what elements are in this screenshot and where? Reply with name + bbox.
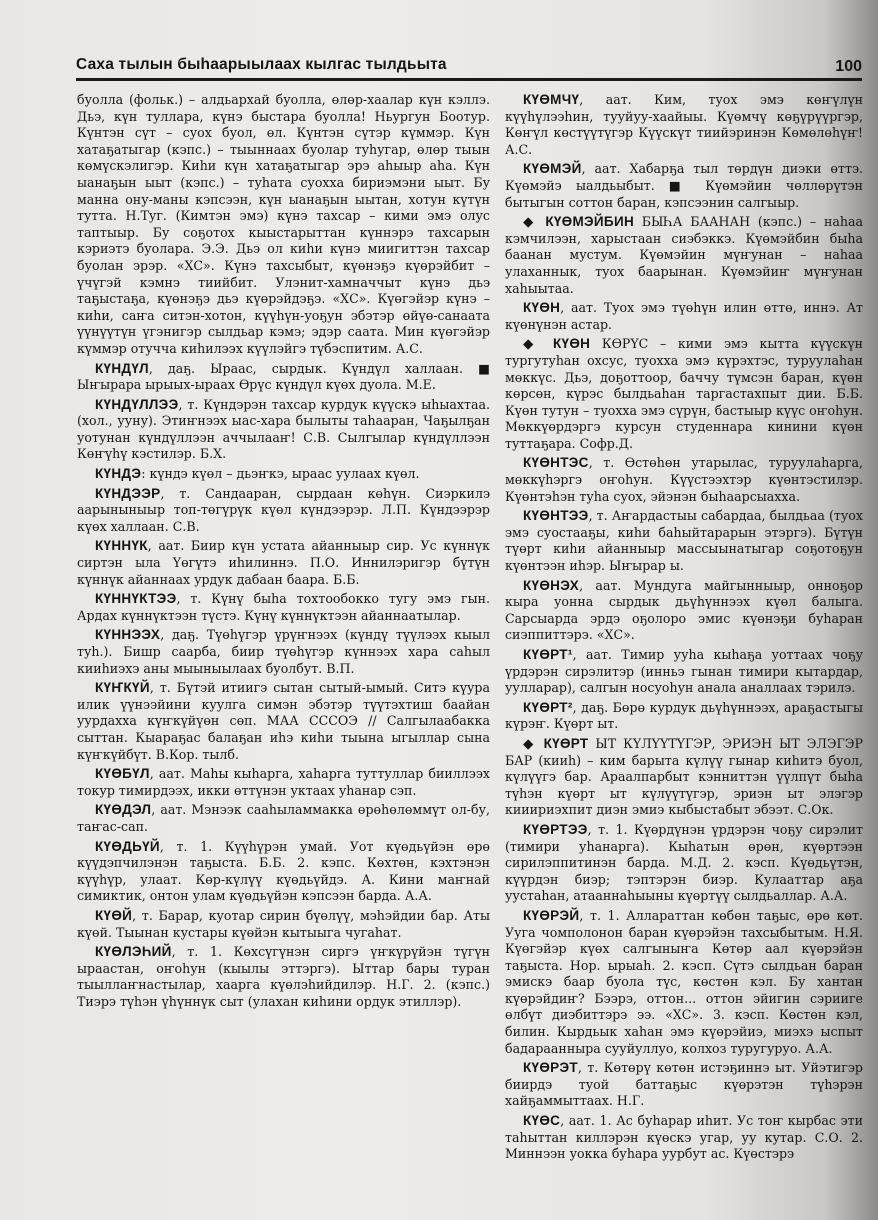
- dictionary-entry: КҮННЭЭХ, даҕ. Түөһүгэр үрүҥнээх (күндү түүлээх кыыл туһ.). Бишр саарба, биир түөһүгэр күннээх хара саһыл кииһиэхэ аны мыыныылаах буолбут. В.П.: [77, 627, 490, 676]
- dictionary-entry: КҮНДЭ: күндэ күөл – дьэҥкэ, ыраас уулаах күөл.: [95, 466, 420, 482]
- page-title: Саха тылын быһаарыылаах кылгас тылдьыта: [76, 56, 447, 73]
- entry-headword: КҮӨМЧҮ: [523, 92, 580, 107]
- right-column: [505, 92, 863, 1202]
- entry-headword: КҮӨРТЭЭ: [523, 821, 588, 837]
- entry-headword: ◆ КҮӨН: [523, 336, 591, 352]
- dictionary-entry: КҮӨРТ², даҕ. Бөрө курдук дьүһүннээх, араҕастыгы күрэҥ. Күөрт ыт.: [505, 699, 863, 732]
- dictionary-entry: КҮӨЛЭҺИЙ, т. 1. Көхсүгүнэн сиргэ үҥкүрүйэн түгүн ыраастан, оҥоһун (кыылы эттэргэ). Ыттар бары туран тыыллаҥнастылар, хаарга күөлэһийдилэр. Н.Г. 2. (кэпс.) Тиэрэ түһэн үһүннүк сыт (улахан киһини ордук этиллэр).: [77, 944, 490, 1009]
- entry-headword: КҮӨРЭЙ: [523, 907, 580, 923]
- dictionary-entry: КҮННҮК, аат. Биир күн устата айанныыр сир. Ус күннүк сиртэн ыла Үөгүтэ иһилиннэ. П.О. Иннилэригэр бүтүн күннүк айаннаах урдук дабаан баара. Б.Б.: [77, 538, 490, 587]
- dictionary-entry: КҮӨДЬҮЙ, т. 1. Күүһүрэн умай. Уот күөдьүйэн өрө күүдэпчилэнэн таҕыста. Б.Б. 2. кэпс. Көхтөн, кэхтэнэн күүһүр, улаат. Көр-күлүү күөдьүйдэ. А. Кини маҥнай симиктик, онтон улам күөдьүйэн кэпсээн барда. А.А.: [77, 838, 490, 904]
- dictionary-entry: КҮӨРТЭЭ, т. 1. Күөрдүнэн үрдэрэн чоҕу сирэлит (тимири уһанарга). Кыһатын өрөн, күөртээн сирилэппитинэн барда. М.Д. 2. кэсп. Күөдьүтэн, күүрдэн биэр; тэптэрэн биэр. Кулааттар аҕа уустаһан, атааннаһыыны күөртүү сылдьаллар. А.А.: [505, 821, 863, 904]
- page-header: [76, 52, 862, 81]
- entry-headword: ◆ КҮӨМЭЙБИН: [523, 214, 634, 230]
- entry-headword: КҮННҮК: [95, 538, 148, 554]
- entry-headword: КҮӨРЭТ: [523, 1060, 578, 1076]
- entry-headword: КҮНДЭ: [95, 466, 142, 482]
- entry-headword: КҮӨДЭЛ: [95, 802, 152, 818]
- dictionary-entry: КҮННҮКТЭЭ, т. Күнү быһа тохтообокко тугу эмэ гын. Ардах күннүктээн түстэ. Күнү күннүктээн айаннаатылар.: [77, 591, 490, 623]
- entry-headword: КҮӨРТ¹: [523, 647, 573, 662]
- dictionary-entry: буолла (фольк.) – алдьархай буолла, өлөр-хаалар күн кэллэ. Дьэ, күн туллара, күнэ быстара буолла! Ньургун Боотур. Күнтэн сүт – суох буол, өл. Күнтэн сүтэр күммэр. Күн хатаҕатыгар (кэпс.) – тыыннаах буолар туһугар, өлөр тыын көмүскэлигэр. Киһи күн хатаҕатыгар эрэ аһыыр аһа. Күн ыанаҕын ыыт (кэпс.) – туһата суохха бириэмэни ыыт. Бу манна ону-маны кэпсээн, күн ыанаҕын ыытан, хотун күтүн тутта. Н.Туг. (Кимтэн эмэ) күнэ тахсар – кими эмэ олус таптыыр. Бу соҕотох кыыстарыттан күннэрэ тахсарын кэриэтэ буолара. Э.Э. Дьэ ол киһи күнэ миигиттэн тахсар буолан эрэр. «ХС». Күнэ тахсыбыт, күөнэҕэ күөрэйбит – үчүгэй кэмнэ тиийбит. Улэнит-хамначчыт күнэ дьэ таҕыстаҕа, күөнэҕэ дьэ күөрэйдэҕэ. «ХС». Күөгэйэр күнэ – киһи, саҥа ситэн-хотон, күүһүн-уоҕун эбэтэр өйүө-санаата үүнүүтүн үгэнигэр сылдьар кэмэ; эдэр саата. Мин күөгэйэр күммэр отучча киһилээх күүлэйгэ түбэспитим. А.С.: [77, 92, 490, 356]
- entry-headword: КҮӨБҮЛ: [95, 766, 150, 782]
- page-number: 100: [835, 58, 862, 75]
- entry-headword: КҮНДЭЭР: [95, 485, 161, 501]
- left-column: [77, 92, 490, 1202]
- entry-headword: КҮННЭЭХ: [95, 627, 161, 643]
- entry-headword: КҮӨЛЭҺИЙ: [95, 944, 172, 960]
- entry-headword: КҮӨНЭХ: [523, 577, 580, 593]
- dictionary-entry: ◆ КҮӨН КӨРҮС – кими эмэ кытта күүскүн тургутуһан охсус, туохха эмэ күрэхтэс, туруулаһан мөккүс. Дьэ, доҕоттоор, баччу түмсэн баран, күөн көрсөн, күрэс былдьаһан таргастахпыт дии. Б.Б. Күөн тутун – туохха эмэ сүрүн, бастыыр күүс оҥоһун. Мөккүөрдэргэ курсун студеннара кинини күөн туттаҕара. Софр.Д.: [505, 336, 863, 451]
- dictionary-entry: КҮНДЭЭР, т. Сандааран, сырдаан көһүн. Сиэркилэ аарыныныыр топ-төгүрүк күөл күндээрэр. Л.П. Күндээрэр күөх халлаан. С.В.: [77, 485, 490, 534]
- entry-headword: КҮӨС: [523, 1113, 561, 1129]
- entry-headword: КҮНДҮЛ: [95, 360, 149, 376]
- entry-headword: КҮҤКҮЙ: [95, 680, 150, 696]
- entry-headword: КҮӨМЭЙ: [523, 161, 582, 177]
- dictionary-entry: КҮӨМЧҮ, аат. Ким, туох эмэ көҥүлүн күүһүлээһин, тууйуу-хаайыы. Күөмчү көҕүрүүргэр, Көҥүл көстүүтүгэр Күүскүт тиийэринэн Көмөлөһүҥ! А.С.: [505, 92, 863, 157]
- entry-headword: КҮӨРТ²: [523, 699, 573, 715]
- dictionary-entry: КҮӨРТ¹, аат. Тимир ууһа кыһаҕа уоттаах чоҕу үрдэрэн сирэлитэр (инньэ гынан тимири кытардар, уулларар), салгын носуоһун анала аналлаах тэрилэ.: [505, 647, 863, 696]
- dictionary-entry: КҮӨЙ, т. Барар, куотар сирин бүөлүү, мэһэйдии бар. Аты күөй. Тыынан кустары күөйэн кытыыга чугаһат.: [77, 907, 490, 940]
- entry-headword: КҮӨЙ: [95, 907, 133, 923]
- dictionary-entry: ◆ КҮӨМЭЙБИН БЫҺА БААНАН (кэпс.) – наһаа кэмчилээн, харыстаан сиэбэккэ. Күөмэйбин быһа баанан мустум. Күөмэйин мүҥунан – наһаа улаханнык, туох баарынан. Күөмэйиҥ мүҥунан хаһыытаа.: [505, 214, 863, 296]
- entry-headword: ◆ КҮӨРТ: [523, 735, 589, 751]
- dictionary-entry: КҮҤКҮЙ, т. Бүтэй итиигэ сытан сытый-ымый. Ситэ күура илик үүнээйини куулга симэн эбэтэр түүтэхтиш баайан уурдахха күҥкүйүөн сөп. МАА СССОЭ // Салгылаабакка сыттан. Кыараҕас балаҕан иһэ киһи тыына ыгыллар сына күҥкүйбүт. В.Кор. тылб.: [77, 680, 490, 762]
- dictionary-entry: КҮӨНТЭЭ, т. Аҥардастыы сабардаа, былдьаа (туох эмэ суостааҕы, киһи баһыйтарарын этэргэ). Бүтүн түөрт киһи айанныыр массыынатыгар соҕотоҕун күөнтээн иһэр. Ыҥырар ы.: [505, 508, 863, 574]
- entry-headword: КҮӨН: [523, 300, 561, 316]
- dictionary-entry: КҮӨБҮЛ, аат. Маһы кыһарга, хаһарга туттуллар бииллээх токур тимирдээх, икки өттүнэн уктаах уһанар сэп.: [77, 766, 490, 798]
- dictionary-entry: КҮӨРЭЙ, т. 1. Аллараттан көбөн таҕыс, өрө көт. Ууга чомполонон баран күөрэйэн тахсыбытым. Н.Я. Күөгэйэр күөх салгыныҥа Көтөр аал күөрэйэн таҕыста. Нор. ырыаһ. 2. кэсп. Сүтэ сылдьан баран эмискэ баар буола түс, көстөн кэл. Бу хантан күөрэйдиҥ? Бээрэ, оттон... оттон эйигин сэрииге өлбүт диэбиттэрэ ээ. «ХС». 3. кэсп. Көстөн кэл, билин. Кырдьык хаһан эмэ күөрэйиэ, миэхэ ыспыт бадараанныра сууйуллуо, колхоз туругуруо. А.А.: [505, 907, 863, 1056]
- entry-headword: КҮӨНТЭС: [523, 455, 589, 471]
- dictionary-entry: КҮНДҮЛЛЭЭ, т. Күндэрэн тахсар курдук күүскэ ыһыахтаа. (хол., ууну). Этиҥнээх ыас-хара былыты таһааран, Чаҕылҕан уотунан күндүллээн аччылааҥ! С.В. Сылгылар күндүллээн Көҥүһү кэстилэр. Б.Х.: [77, 396, 490, 462]
- dictionary-entry: КҮӨНТЭС, т. Өстөһөн утарылас, туруулаһарга, мөккүһэргэ оҥоһун. Күүстээхтэр күөнтэстилэр. Күөнтэһэн туһа суох, эйэнэн быһаарсыахха.: [505, 455, 863, 504]
- dictionary-entry: КҮӨДЭЛ, аат. Мэнээк сааһыламмакка өрөһөлөммүт ол-бу, таҥас-сап.: [77, 802, 490, 834]
- dictionary-entry: КҮНДҮЛ, даҕ. Ыраас, сырдык. Күндүл халлаан. ■ Ыҥырара ырыых-ыраах Өрүс күндүл күөх дуола. М.Е.: [77, 360, 490, 393]
- entry-headword: КҮННҮКТЭЭ: [95, 591, 177, 607]
- entry-headword: КҮӨНТЭЭ: [523, 508, 589, 524]
- dictionary-entry: КҮӨНЭХ, аат. Мундуга майгынныыр, онноҕор кыра уонна сырдык дьүһүннээх күөл балыга. Сарсыарда эрдэ оҕолоро эмис күөнэҕи буһаран сиэппиттэрэ. «ХС».: [505, 577, 863, 643]
- dictionary-entry: КҮӨМЭЙ, аат. Хабарҕа тыл төрдүн диэки өттэ. Күөмэйэ ыалдьыбыт. ■ Күөмэйин чөллөрүтэн бытыгын соттон баран, кэпсээнин салгыыр.: [505, 161, 863, 210]
- dictionary-entry: КҮӨРЭТ, т. Көтөрү көтөн истэҕиннэ ыт. Уйэтигэр биирдэ туой баттаҕыс күөрэтэн түһэрэн хайҕаммыттаах. Н.Г.: [505, 1060, 863, 1109]
- entry-headword: КҮӨДЬҮЙ: [95, 838, 160, 854]
- dictionary-entry: КҮӨС, аат. 1. Ас буһарар иһит. Ус тоҥ кырбас эти таһыттан киллэрэн күөскэ угар, уу кутар. С.О. 2. Миннээн уокка буһара уурбут ас. Күөстэрэ: [505, 1113, 863, 1162]
- dictionary-entry: ◆ КҮӨРТ ЫТ КҮЛҮҮТҮГЭР, ЭРИЭН ЫТ ЭЛЭГЭР БАР (кииһ) – ким барыта күлүү гынар киһитэ буол, күлүүгэ бар. Араалпарбыт кэнниттэн үүлпүт быһа түһэн күөрт ыт күлүүтүгэр, эриэн ыт элэгэр кииириэхпит диэн эмиэ кыбыстабыт эбээт. С.Ок.: [505, 735, 863, 818]
- entry-headword: КҮНДҮЛЛЭЭ: [95, 396, 179, 412]
- dictionary-entry: КҮӨН, аат. Туох эмэ түөһүн илин өттө, иннэ. Ат күөнүнэн астар.: [505, 300, 863, 332]
